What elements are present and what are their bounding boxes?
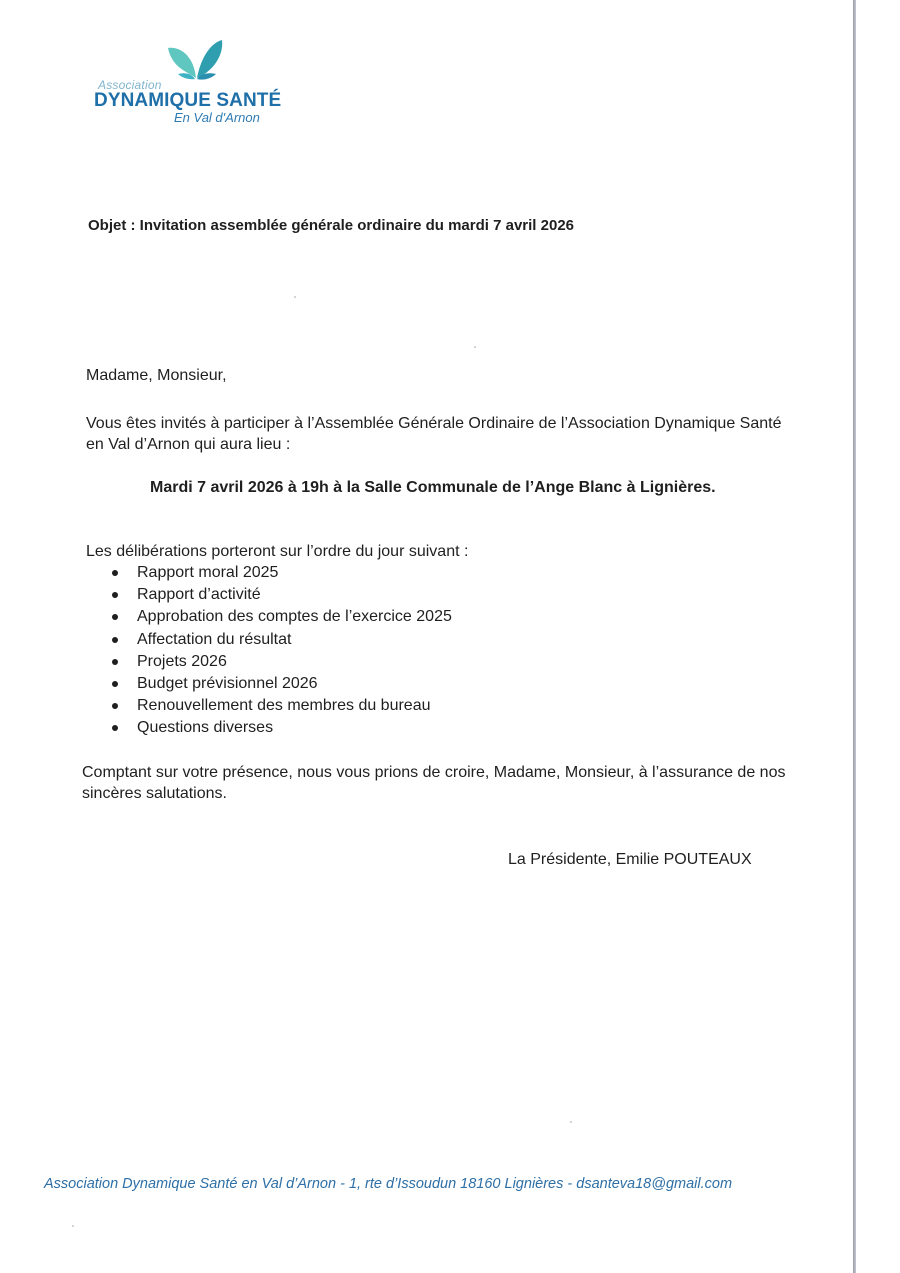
footer-address: Association Dynamique Santé en Val d’Arnon - 1, rte d’Issoudun 18160 Lignières - dsanteva18@gmail.com [44, 1176, 733, 1192]
bullet-icon [112, 659, 118, 665]
bullet-icon [112, 681, 118, 687]
agenda-item-label: Approbation des comptes de l’exercice 2025 [137, 608, 452, 626]
agenda-item-label: Questions diverses [137, 719, 274, 737]
letter-salutation: Madame, Monsieur, [86, 367, 227, 384]
scan-speck [474, 346, 476, 348]
closing-paragraph: Comptant sur votre présence, nous vous prions de croire, Madame, Monsieur, à l’assurance de nos sincères salutations. [82, 764, 786, 802]
bullet-icon [112, 703, 118, 709]
scan-speck [570, 1121, 572, 1123]
agenda-list [104, 562, 452, 740]
letter-subject: Objet : Invitation assemblée générale ordinaire du mardi 7 avril 2026 [88, 217, 575, 234]
agenda-item [104, 562, 452, 584]
bullet-icon [112, 570, 118, 576]
agenda-item [104, 606, 452, 628]
invitation-paragraph: Vous êtes invités à participer à l’Assemblée Générale Ordinaire de l’Association Dynamique Santé en Val d’Arnon qui aura lieu : [86, 415, 782, 453]
agenda-item [104, 673, 452, 695]
agenda-item-label: Rapport moral 2025 [137, 564, 279, 581]
agenda-intro: Les délibérations porteront sur l’ordre du jour suivant : [86, 543, 469, 560]
association-logo [94, 38, 294, 128]
page-edge [853, 0, 856, 1273]
agenda-item-label: Budget prévisionnel 2026 [137, 674, 318, 692]
agenda-item [104, 717, 452, 739]
bullet-icon [112, 614, 118, 620]
logo-location: En Val d'Arnon [174, 110, 260, 125]
bullet-icon [112, 592, 118, 598]
butterfly-icon [166, 38, 226, 82]
agenda-item [104, 651, 452, 673]
event-details: Mardi 7 avril 2026 à 19h à la Salle Communale de l’Ange Blanc à Lignières. [150, 479, 716, 496]
agenda-item [104, 629, 452, 651]
scan-speck [294, 296, 296, 298]
bullet-icon [112, 637, 118, 643]
logo-name: DYNAMIQUE SANTÉ [94, 90, 282, 111]
agenda-item-label: Projets 2026 [137, 652, 227, 670]
agenda-item-label: Rapport d’activité [137, 586, 261, 604]
agenda-item [104, 584, 452, 606]
agenda-item-label: Affectation du résultat [137, 630, 292, 648]
bullet-icon [112, 725, 118, 731]
scan-speck [72, 1225, 74, 1227]
signature: La Présidente, Emilie POUTEAUX [508, 851, 752, 868]
logo-association-label: Association [98, 78, 162, 92]
agenda-item [104, 695, 452, 717]
agenda-item-label: Renouvellement des membres du bureau [137, 697, 431, 715]
